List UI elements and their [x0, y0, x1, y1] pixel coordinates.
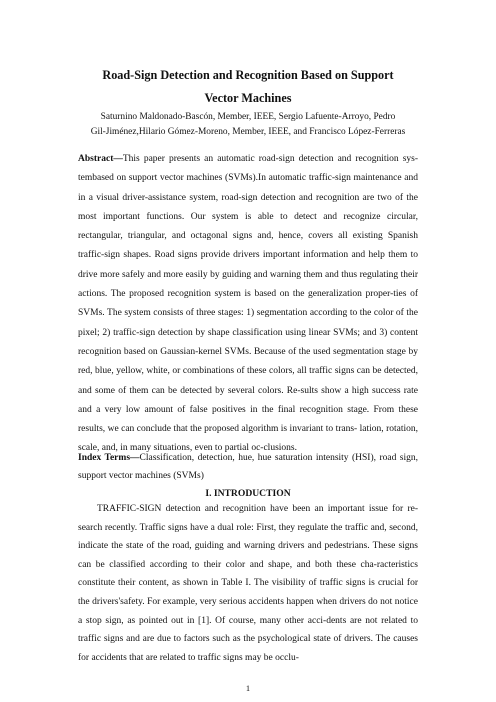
author-list [40, 110, 456, 139]
page-number: 1 [245, 683, 251, 693]
introduction-paragraph: TRAFFIC-SIGN detection and recognition have been an important issue for re-search recently. Traffic signs have a dual role: First, they regulate the traffic and, second, indicate the state of the road, guiding and warning drivers and pedestrians. These signs can be classified according to their color and shape, and both these cha-racteristics constitute their content, as shown in Table I. The visibility of traffic signs is crucial for the drivers'safety. For example, very serious accidents happen when drivers do not notice a stop sign, as pointed out in [1]. Of course, many other acci-dents are not related to traffic signs and are due to factors such as the psychological state of drivers. The causes for accidents that are related to traffic signs may be occlu- [78, 504, 418, 663]
index-terms-text: Classification, detection, hue, hue saturation intensity (HSI), road sign, support vector machines (SVMs) [78, 453, 418, 481]
author-line-1: Saturnino Maldonado-Bascón, Member, IEEE, Sergio Lafuente-Arroyo, Pedro [100, 112, 396, 122]
abstract-text: This paper presents an automatic road-sign detection and recognition sys-tembased on support vector machines (SVMs).In automatic traffic-sign maintenance and in a visual driver-assistance system, road-sign detection and recognition are two of the most important functions. Our system is able to detect and recognize circular, rectangular, triangular, and octagonal signs and, hence, covers all existing Spanish traffic-sign shapes. Road signs provide drivers important information and help them to drive more safely and more easily by guiding and warning them and thus regulating their actions. The proposed recognition system is based on the generalization proper-ties of SVMs. The system consists of three stages: 1) segmentation according to the color of the pixel; 2) traffic-sign detection by shape classification using linear SVMs; and 3) content recognition based on Gaussian-kernel SVMs. Because of the used segmentation stage by red, blue, yellow, white, or combinations of these colors, all traffic signs can be detected, and some of them can be detected by several colors. Re-sults show a high success rate and a very low amount of false positives in the final recognition stage. From these results, we can conclude that the proposed algorithm is invariant to trans- lation, rotation, scale, and, in many situations, even to partial oc-clusions. [78, 154, 418, 454]
index-terms [78, 449, 418, 485]
index-terms-label: Index Terms— [78, 453, 140, 463]
section-heading-introduction: I. INTRODUCTION [205, 488, 291, 499]
abstract [78, 150, 418, 459]
paper-title-line-2: Vector Machines [204, 91, 292, 105]
abstract-label: Abstract— [78, 154, 123, 164]
author-line-2: Gil-Jiménez,Hilario Gómez-Moreno, Member, IEEE, and Francisco López-Ferreras [90, 126, 406, 137]
paper-title-line-1: Road-Sign Detection and Recognition Based on Support [102, 68, 394, 82]
